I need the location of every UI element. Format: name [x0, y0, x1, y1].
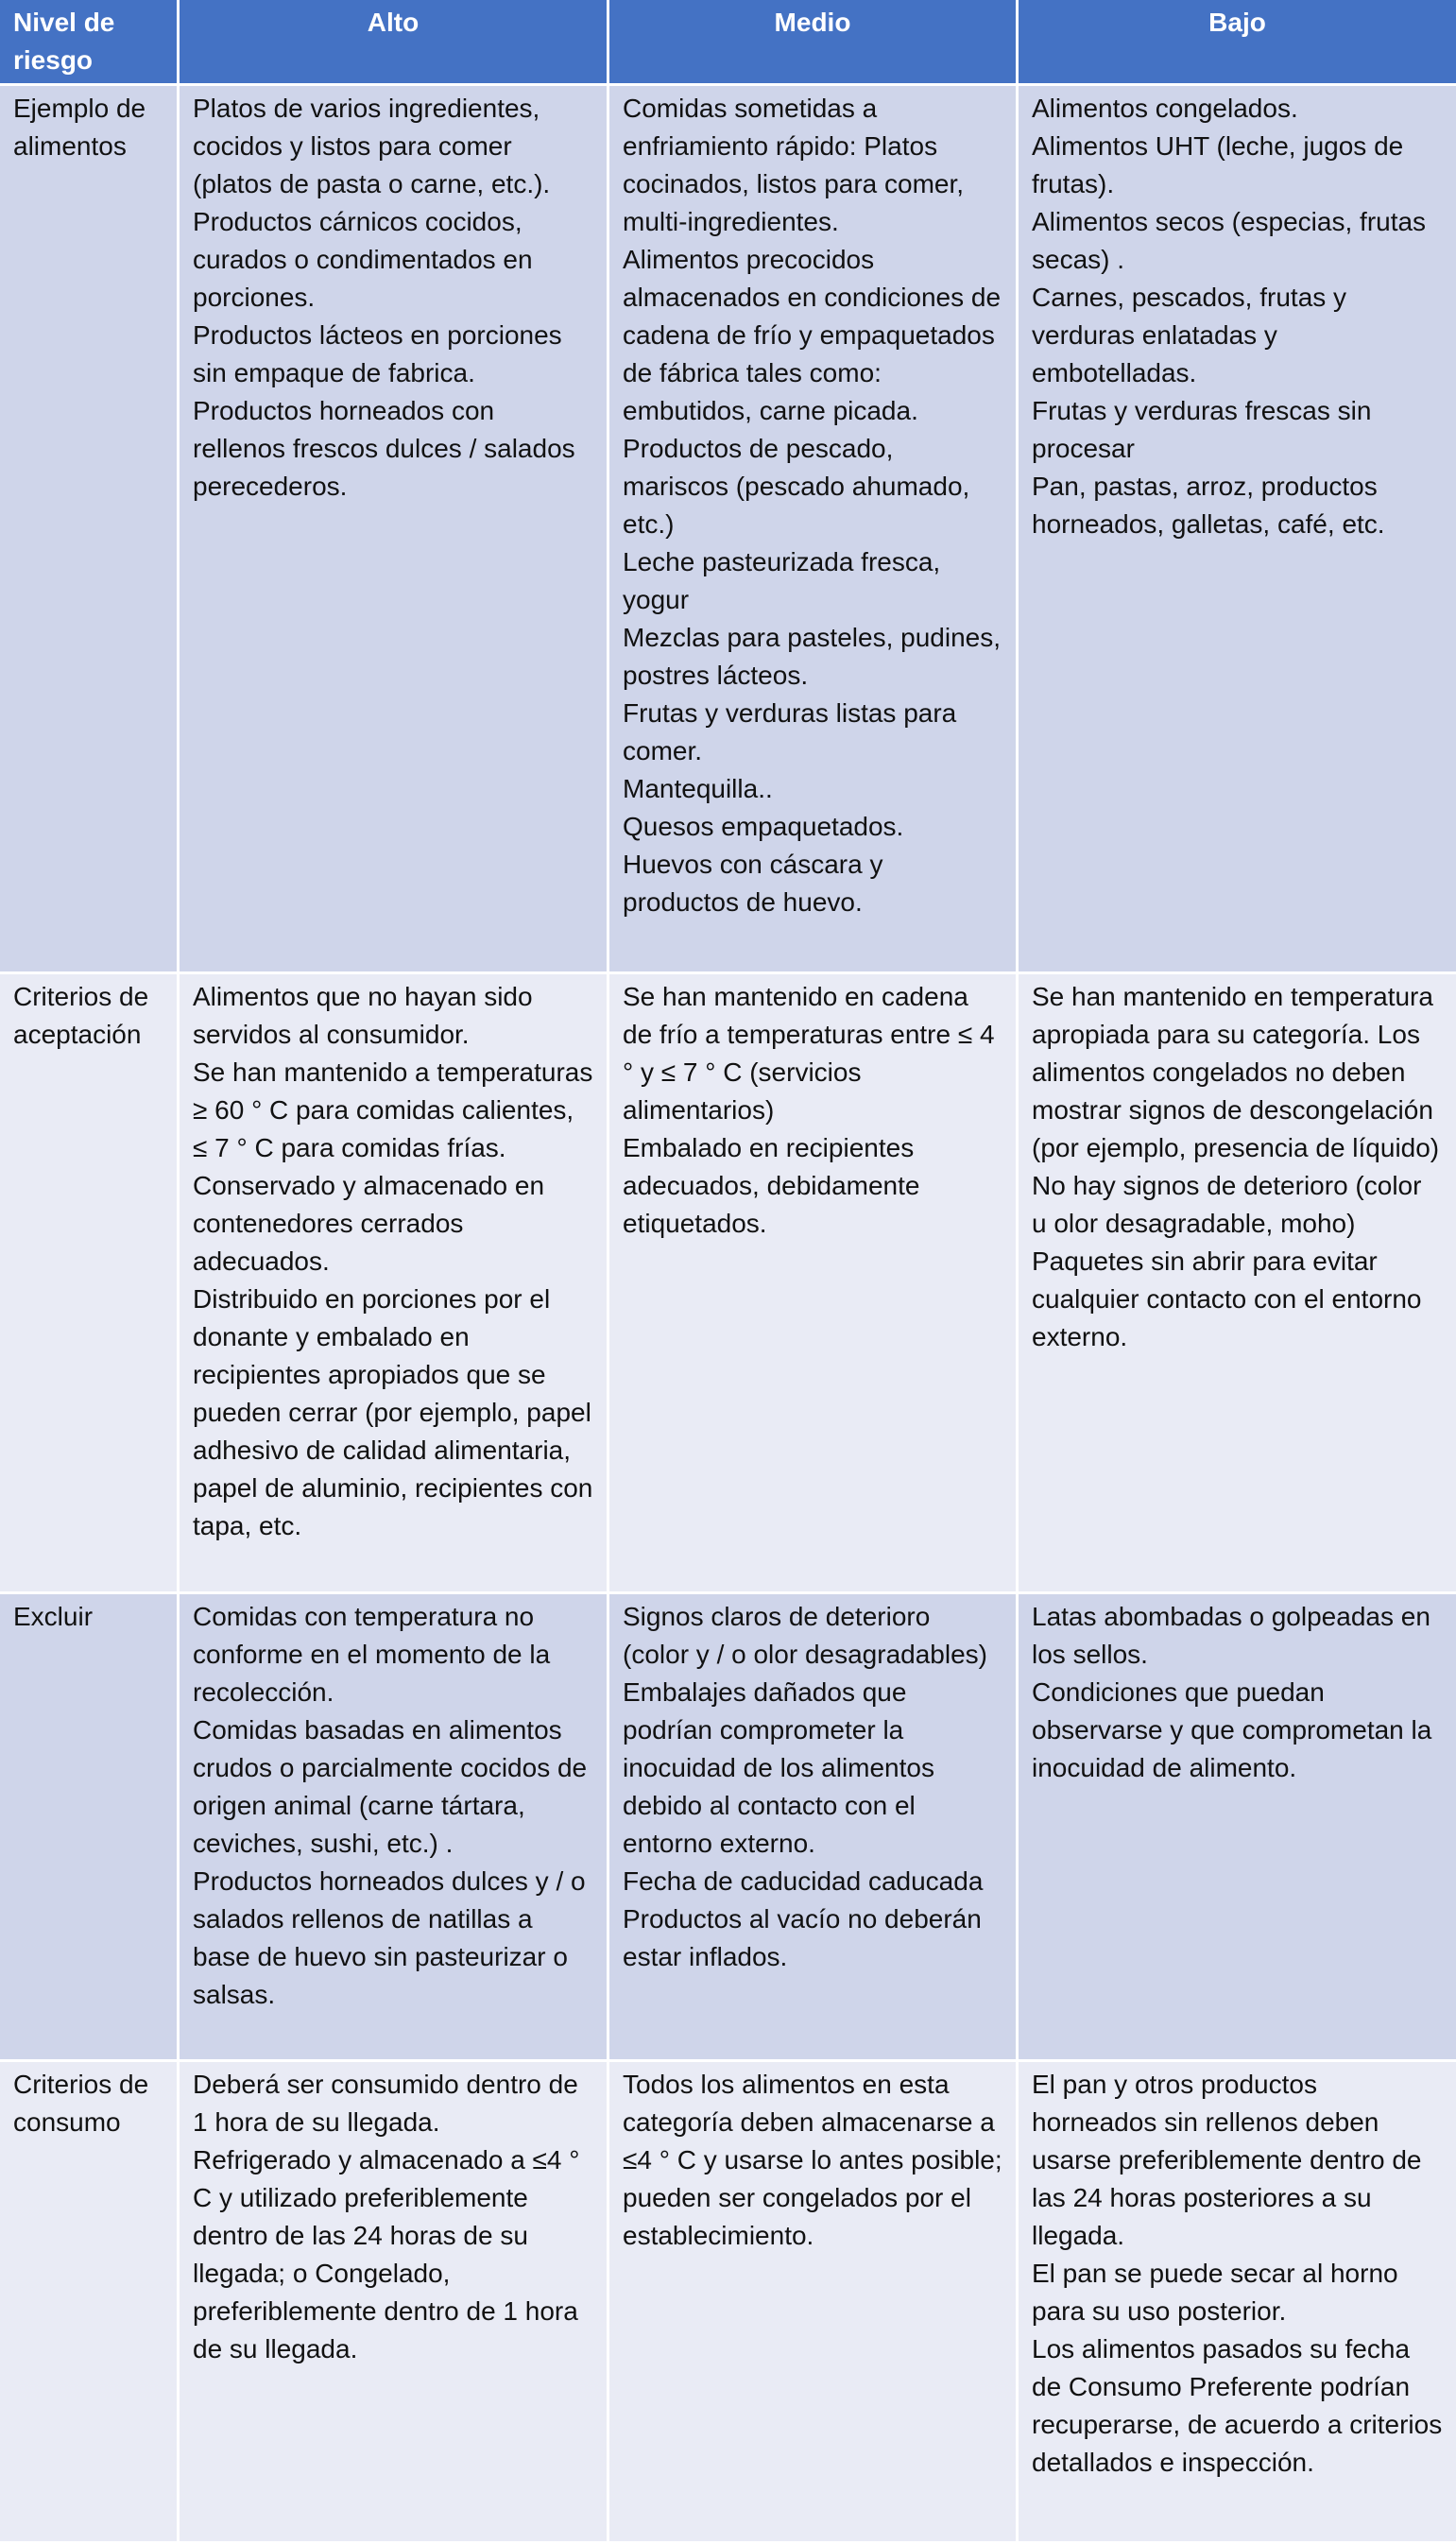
cell-paragraph: Alimentos precocidos almacenados en condiciones de cadena de frío y empaquetados de fábrica tales como: embutidos, carne picada. — [623, 245, 1002, 425]
cell-paragraph: Embalado en recipientes adecuados, debidamente etiquetados. — [623, 1133, 920, 1238]
cell-paragraph: Mezclas para pasteles, pudines, postres lácteos. — [623, 623, 1001, 690]
row-food-examples — [0, 86, 1456, 974]
cell-paragraph: El pan se puede secar al horno para su uso posterior. — [1032, 2259, 1398, 2326]
cell-paragraph: Se han mantenido en cadena de frío a temperaturas entre ≤ 4 ° y ≤ 7 ° C (servicios alimentarios) — [623, 982, 995, 1125]
cell-paragraph: Frutas y verduras frescas sin procesar — [1032, 396, 1372, 463]
cell-exclude-low — [1019, 1594, 1456, 2062]
cell-consumption-medium — [609, 2062, 1019, 2544]
header-low: Bajo — [1019, 0, 1456, 86]
cell-food-examples-high — [180, 86, 609, 974]
cell-paragraph: Huevos con cáscara y productos de huevo. — [623, 850, 883, 917]
header-risk-level: Nivel de riesgo — [0, 0, 180, 86]
row-acceptance-criteria — [0, 974, 1456, 1594]
cell-paragraph: Se han mantenido a temperaturas ≥ 60 ° C para comidas calientes, ≤ 7 ° C para comidas frías. — [193, 1057, 593, 1162]
cell-paragraph: Productos al vacío no deberán estar inflados. — [623, 1904, 982, 1971]
cell-paragraph: Comidas con temperatura no conforme en el momento de la recolección. — [193, 1602, 551, 1707]
cell-paragraph: Deberá ser consumido dentro de 1 hora de su llegada. — [193, 2070, 578, 2137]
header-medium: Medio — [609, 0, 1019, 86]
header-row — [0, 0, 1456, 86]
cell-paragraph: Condiciones que puedan observarse y que comprometan la inocuidad de alimento. — [1032, 1677, 1432, 1782]
cell-paragraph: Comidas sometidas a enfriamiento rápido: Platos cocinados, listos para comer, multi-ingredientes. — [623, 94, 965, 236]
cell-paragraph: Fecha de caducidad caducada — [623, 1866, 984, 1896]
cell-paragraph: Alimentos congelados. — [1032, 94, 1298, 123]
cell-exclude-high — [180, 1594, 609, 2062]
cell-paragraph: Signos claros de deterioro (color y / o olor desagradables) — [623, 1602, 987, 1669]
row-consumption-criteria — [0, 2062, 1456, 2544]
cell-food-examples-medium — [609, 86, 1019, 974]
cell-paragraph: Productos horneados con rellenos frescos dulces / salados perecederos. — [193, 396, 575, 501]
cell-paragraph: Pan, pastas, arroz, productos horneados, galletas, café, etc. — [1032, 472, 1385, 539]
cell-paragraph: Quesos empaquetados. — [623, 812, 904, 841]
header-high: Alto — [180, 0, 609, 86]
cell-paragraph: Productos de pescado, mariscos (pescado ahumado, etc.) — [623, 434, 970, 539]
cell-paragraph: Los alimentos pasados su fecha de Consumo Preferente podrían recuperarse, de acuerdo a criterios detallados e inspección. — [1032, 2334, 1443, 2477]
cell-paragraph: Productos cárnicos cocidos, curados o condimentados en porciones. — [193, 207, 533, 312]
cell-paragraph: El pan y otros productos horneados sin rellenos deben usarse preferiblemente dentro de las 24 horas posteriores a su llegada. — [1032, 2070, 1422, 2250]
cell-paragraph: Platos de varios ingredientes, cocidos y listos para comer (platos de pasta o carne, etc.). — [193, 94, 551, 198]
cell-paragraph: Embalajes dañados que podrían comprometer la inocuidad de los alimentos debido al contacto con el entorno externo. — [623, 1677, 934, 1858]
cell-paragraph: Frutas y verduras listas para comer. — [623, 698, 957, 765]
cell-paragraph: Carnes, pescados, frutas y verduras enlatadas y embotelladas. — [1032, 283, 1347, 387]
cell-paragraph: No hay signos de deterioro (color u olor desagradable, moho) — [1032, 1171, 1422, 1238]
cell-paragraph: Todos los alimentos en esta categoría deben almacenarse a ≤4 ° C y usarse lo antes posible; pueden ser congelados por el establecimiento. — [623, 2070, 1002, 2250]
cell-paragraph: Alimentos UHT (leche, jugos de frutas). — [1032, 131, 1404, 198]
cell-paragraph: Alimentos secos (especias, frutas secas) . — [1032, 207, 1427, 274]
cell-paragraph: Mantequilla.. — [623, 774, 773, 803]
cell-food-examples-low — [1019, 86, 1456, 974]
cell-consumption-low — [1019, 2062, 1456, 2544]
cell-paragraph: Productos lácteos en porciones sin empaque de fabrica. — [193, 320, 562, 387]
cell-paragraph: Refrigerado y almacenado a ≤4 ° C y utilizado preferiblemente dentro de las 24 horas de su llegada; o Congelado, preferiblemente dentro de 1 hora de su llegada. — [193, 2145, 580, 2364]
row-label-acceptance-criteria: Criterios de aceptación — [0, 974, 180, 1594]
row-label-consumption-criteria: Criterios de consumo — [0, 2062, 180, 2544]
cell-acceptance-medium — [609, 974, 1019, 1594]
cell-consumption-high — [180, 2062, 609, 2544]
row-label-food-examples: Ejemplo de alimentos — [0, 86, 180, 974]
cell-paragraph: Alimentos que no hayan sido servidos al consumidor. — [193, 982, 533, 1049]
cell-exclude-medium — [609, 1594, 1019, 2062]
row-exclude — [0, 1594, 1456, 2062]
cell-paragraph: Leche pasteurizada fresca, yogur — [623, 547, 941, 614]
cell-acceptance-high — [180, 974, 609, 1594]
cell-paragraph: Latas abombadas o golpeadas en los sellos. — [1032, 1602, 1430, 1669]
cell-paragraph: Distribuido en porciones por el donante y embalado en recipientes apropiados que se pueden cerrar (por ejemplo, papel adhesivo de calidad alimentaria, papel de aluminio, recipientes con tapa, etc. — [193, 1284, 593, 1540]
cell-paragraph: Comidas basadas en alimentos crudos o parcialmente cocidos de origen animal (carne tártara, ceviches, sushi, etc.) . — [193, 1715, 588, 1858]
cell-acceptance-low — [1019, 974, 1456, 1594]
cell-paragraph: Productos horneados dulces y / o salados rellenos de natillas a base de huevo sin pasteurizar o salsas. — [193, 1866, 586, 2009]
cell-paragraph: Conservado y almacenado en contenedores cerrados adecuados. — [193, 1171, 545, 1276]
row-label-exclude: Excluir — [0, 1594, 180, 2062]
cell-paragraph: Se han mantenido en temperatura apropiada para su categoría. Los alimentos congelados no deben mostrar signos de descongelación (por ejemplo, presencia de líquido) — [1032, 982, 1440, 1162]
cell-paragraph: Paquetes sin abrir para evitar cualquier contacto con el entorno externo. — [1032, 1246, 1422, 1351]
